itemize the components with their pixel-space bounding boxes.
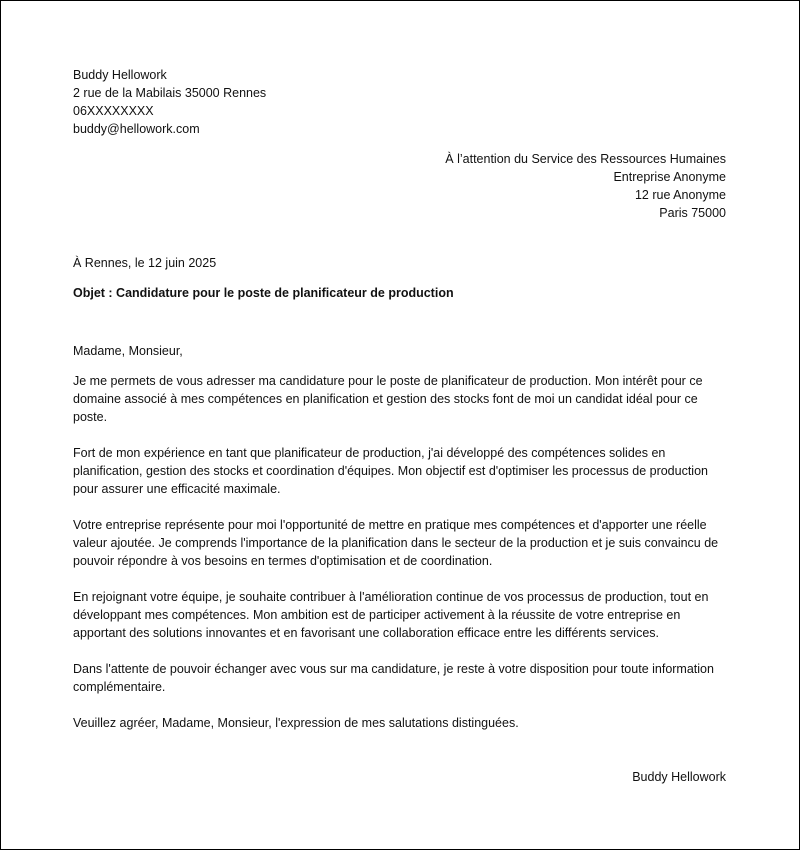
body-paragraph: Dans l'attente de pouvoir échanger avec vous sur ma candidature, je reste à votre disposition pour toute information complémentaire. <box>73 662 714 694</box>
body-paragraph: Je me permets de vous adresser ma candidature pour le poste de planificateur de production. Mon intérêt pour ce domaine associé à mes compétences en planification et gestion des stocks font de moi un candidat idéal pour ce poste. <box>73 374 703 424</box>
sender-email: buddy@hellowork.com <box>73 122 200 136</box>
recipient-street: 12 rue Anonyme <box>634 188 726 202</box>
recipient-company: Entreprise Anonyme <box>613 170 726 184</box>
recipient-attention: À l’attention du Service des Ressources Humaines <box>445 152 726 166</box>
sender-block <box>73 66 266 138</box>
body-paragraph: En rejoignant votre équipe, je souhaite contribuer à l'amélioration continue de vos processus de production, tout en développant mes compétences. Mon ambition est de participer activement à la réussite de votre entreprise en apportant des solutions innovantes et en favorisant une collaboration efficace entre les différents services. <box>73 590 709 640</box>
signature: Buddy Hellowork <box>632 770 726 784</box>
body-paragraph: Fort de mon expérience en tant que planificateur de production, j'ai développé des compétences solides en planification, gestion des stocks et coordination d'équipes. Mon objectif est d'optimiser les processus de production pour assurer une efficacité maximale. <box>73 446 708 496</box>
sender-name: Buddy Hellowork <box>73 68 167 82</box>
date-line: À Rennes, le 12 juin 2025 <box>73 256 217 270</box>
sender-phone: 06XXXXXXXX <box>73 104 154 118</box>
recipient-city: Paris 75000 <box>659 206 726 220</box>
body-paragraph: Votre entreprise représente pour moi l'opportunité de mettre en pratique mes compétences et d'apporter une réelle valeur ajoutée. Je comprends l'importance de la planification dans le secteur de la production et je suis convaincu de pouvoir répondre à vos besoins en termes d'optimisation et de coordination. <box>73 518 719 568</box>
greeting: Madame, Monsieur, <box>73 344 183 358</box>
letter-body <box>73 372 733 750</box>
subject-line: Objet : Candidature pour le poste de planificateur de production <box>73 286 454 300</box>
sender-address: 2 rue de la Mabilais 35000 Rennes <box>73 86 267 100</box>
closing-paragraph: Veuillez agréer, Madame, Monsieur, l'expression de mes salutations distinguées. <box>73 716 519 730</box>
recipient-block <box>445 150 726 222</box>
